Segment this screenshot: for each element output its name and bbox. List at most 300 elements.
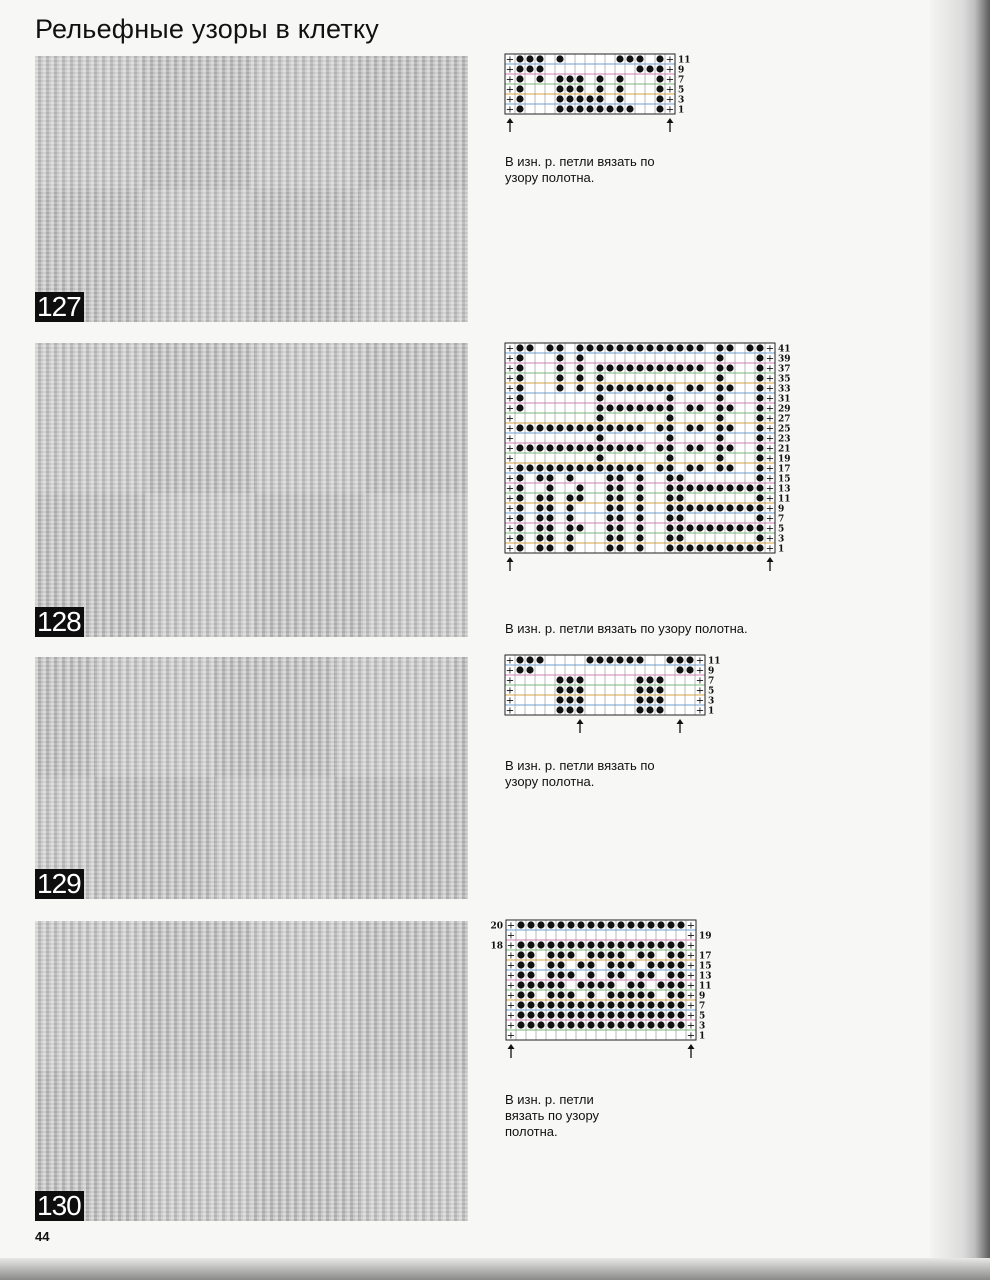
purl-dot [586,105,593,112]
edge-stitch-mark: + [505,64,515,76]
row-number-right: 3 [678,95,685,106]
purl-dot [616,105,623,112]
swatch-photo-130 [35,921,468,1221]
page-title: Рельефные узоры в клетку [35,14,379,44]
purl-dot [596,454,603,461]
purl-dot [547,981,554,988]
row-number-right: 11 [708,656,721,667]
edge-stitch-mark: + [686,1010,696,1022]
edge-stitch-mark: + [765,533,775,545]
edge-stitch-mark: + [695,685,705,697]
purl-dot [626,444,633,451]
purl-dot [576,464,583,471]
edge-stitch-mark: + [765,393,775,405]
purl-dot [566,464,573,471]
edge-stitch-mark: + [686,920,696,932]
swatch-texture-130 [35,921,468,1221]
purl-dot [516,666,523,673]
purl-dot [557,971,564,978]
purl-dot [677,1001,684,1008]
edge-stitch-mark: + [505,353,515,365]
purl-dot [596,95,603,102]
purl-dot [566,676,573,683]
purl-dot [756,394,763,401]
caption-130: В изн. р. петли вязать по узору полотна. [505,1092,600,1139]
edge-stitch-mark: + [695,705,705,717]
page-bottom-edge [0,1258,990,1280]
purl-dot [646,364,653,371]
edge-stitch-mark: + [695,695,705,707]
purl-dot [616,534,623,541]
purl-dot [667,1011,674,1018]
purl-dot [677,961,684,968]
purl-dot [556,696,563,703]
edge-stitch-mark: + [686,1030,696,1042]
purl-dot [666,424,673,431]
purl-dot [557,1021,564,1028]
purl-dot [567,971,574,978]
purl-dot [677,921,684,928]
purl-dot [666,444,673,451]
purl-dot [656,85,663,92]
purl-dot [557,1011,564,1018]
purl-dot [546,484,553,491]
purl-dot [566,494,573,501]
edge-stitch-mark: + [505,473,515,485]
purl-dot [756,454,763,461]
purl-dot [627,1011,634,1018]
purl-dot [526,444,533,451]
purl-dot [666,656,673,663]
caption-129: В изн. р. петли вязать по узору полотна. [505,758,655,789]
purl-dot [517,1001,524,1008]
edge-stitch-mark: + [665,54,675,66]
purl-dot [566,105,573,112]
purl-dot [716,464,723,471]
purl-dot [536,544,543,551]
row-number-right: 1 [708,706,715,717]
purl-dot [516,65,523,72]
purl-dot [666,524,673,531]
purl-dot [667,921,674,928]
purl-dot [676,544,683,551]
purl-dot [716,454,723,461]
repeat-arrow-head [577,719,584,724]
purl-dot [607,921,614,928]
edge-stitch-mark: + [695,665,705,677]
purl-dot [637,1011,644,1018]
purl-dot [656,686,663,693]
edge-stitch-mark: + [686,1020,696,1032]
purl-dot [616,464,623,471]
edge-stitch-mark: + [765,343,775,355]
purl-dot [526,464,533,471]
purl-dot [536,504,543,511]
purl-dot [567,991,574,998]
purl-dot [756,534,763,541]
purl-dot [667,1001,674,1008]
purl-dot [686,444,693,451]
purl-dot [627,981,634,988]
purl-dot [516,474,523,481]
purl-dot [527,961,534,968]
purl-dot [576,95,583,102]
row-number-right: 9 [678,65,685,76]
purl-dot [636,534,643,541]
purl-dot [646,384,653,391]
row-number-right: 1 [778,544,785,555]
purl-dot [606,544,613,551]
purl-dot [627,921,634,928]
purl-dot [536,656,543,663]
purl-dot [656,95,663,102]
edge-stitch-mark: + [505,543,515,555]
purl-dot [666,474,673,481]
purl-dot [516,424,523,431]
purl-dot [556,85,563,92]
row-number-right: 41 [778,344,791,355]
purl-dot [656,676,663,683]
purl-dot [716,394,723,401]
purl-dot [756,404,763,411]
edge-stitch-mark: + [686,960,696,972]
edge-stitch-mark: + [505,343,515,355]
knitting-chart-130 [488,920,718,1088]
purl-dot [657,961,664,968]
purl-dot [636,65,643,72]
edge-stitch-mark: + [505,705,515,717]
edge-stitch-mark: + [686,1000,696,1012]
purl-dot [666,384,673,391]
purl-dot [516,85,523,92]
purl-dot [706,504,713,511]
purl-dot [546,494,553,501]
repeat-arrow-head [508,1044,515,1049]
edge-stitch-mark: + [686,950,696,962]
purl-dot [516,484,523,491]
purl-dot [646,65,653,72]
purl-dot [647,951,654,958]
purl-dot [696,504,703,511]
purl-dot [587,941,594,948]
purl-dot [546,514,553,521]
purl-dot [607,1021,614,1028]
row-number-right: 27 [778,414,791,425]
purl-dot [666,504,673,511]
purl-dot [566,544,573,551]
purl-dot [696,444,703,451]
swatch-number-128: 128 [35,607,84,637]
edge-stitch-mark: + [665,64,675,76]
purl-dot [706,544,713,551]
purl-dot [526,65,533,72]
row-number-right: 13 [778,484,791,495]
row-number-right: 37 [778,364,791,375]
purl-dot [726,404,733,411]
purl-dot [677,941,684,948]
purl-dot [666,344,673,351]
purl-dot [576,344,583,351]
edge-stitch-mark: + [505,403,515,415]
purl-dot [556,344,563,351]
edge-stitch-mark: + [506,950,516,962]
purl-dot [576,75,583,82]
purl-dot [666,534,673,541]
purl-dot [646,404,653,411]
purl-dot [636,656,643,663]
purl-dot [716,364,723,371]
purl-dot [566,524,573,531]
purl-dot [756,374,763,381]
purl-dot [666,404,673,411]
purl-dot [596,384,603,391]
purl-dot [567,921,574,928]
purl-dot [536,424,543,431]
purl-dot [667,941,674,948]
purl-dot [566,686,573,693]
purl-dot [626,464,633,471]
purl-dot [756,464,763,471]
row-number-left: 20 [490,921,503,932]
edge-stitch-mark: + [505,533,515,545]
purl-dot [586,656,593,663]
purl-dot [627,1021,634,1028]
purl-dot [606,656,613,663]
purl-dot [617,1011,624,1018]
edge-stitch-mark: + [505,104,515,116]
purl-dot [597,951,604,958]
purl-dot [616,494,623,501]
purl-dot [516,534,523,541]
purl-dot [517,981,524,988]
purl-dot [586,424,593,431]
purl-dot [716,444,723,451]
purl-dot [616,344,623,351]
repeat-arrow-head [688,1044,695,1049]
purl-dot [636,464,643,471]
purl-dot [606,464,613,471]
purl-dot [596,105,603,112]
purl-dot [647,1011,654,1018]
edge-stitch-mark: + [765,353,775,365]
purl-dot [557,951,564,958]
purl-dot [516,524,523,531]
purl-dot [636,544,643,551]
purl-dot [576,105,583,112]
purl-dot [626,384,633,391]
purl-dot [547,921,554,928]
row-number-right: 7 [678,75,685,86]
purl-dot [746,524,753,531]
purl-dot [706,524,713,531]
purl-dot [606,404,613,411]
purl-dot [666,494,673,501]
purl-dot [546,464,553,471]
purl-dot [756,444,763,451]
purl-dot [686,344,693,351]
purl-dot [646,686,653,693]
purl-dot [637,941,644,948]
edge-stitch-mark: + [765,433,775,445]
edge-stitch-mark: + [765,473,775,485]
row-number-right: 3 [708,696,715,707]
purl-dot [617,971,624,978]
purl-dot [596,444,603,451]
edge-stitch-mark: + [695,675,705,687]
purl-dot [586,95,593,102]
purl-dot [716,344,723,351]
purl-dot [647,961,654,968]
edge-stitch-mark: + [765,363,775,375]
purl-dot [666,464,673,471]
purl-dot [596,85,603,92]
purl-dot [556,374,563,381]
purl-dot [696,344,703,351]
purl-dot [726,384,733,391]
purl-dot [567,951,574,958]
edge-stitch-mark: + [506,980,516,992]
purl-dot [676,656,683,663]
purl-dot [676,524,683,531]
purl-dot [656,424,663,431]
purl-dot [716,544,723,551]
edge-stitch-mark: + [506,1000,516,1012]
swatch-texture-128 [35,343,468,637]
purl-dot [657,921,664,928]
edge-stitch-mark: + [505,443,515,455]
row-number-right: 35 [778,374,791,385]
purl-dot [667,991,674,998]
purl-dot [567,941,574,948]
swatch-number-130: 130 [35,1191,84,1221]
row-number-right: 19 [778,454,791,465]
purl-dot [686,544,693,551]
purl-dot [577,1001,584,1008]
edge-stitch-mark: + [505,503,515,515]
purl-dot [586,444,593,451]
purl-dot [716,414,723,421]
purl-dot [547,961,554,968]
swatch-photo-127 [35,56,468,322]
row-number-right: 5 [678,85,685,96]
purl-dot [556,384,563,391]
purl-dot [666,544,673,551]
edge-stitch-mark: + [505,463,515,475]
purl-dot [606,484,613,491]
edge-stitch-mark: + [505,483,515,495]
purl-dot [696,484,703,491]
purl-dot [647,1001,654,1008]
purl-dot [636,404,643,411]
purl-dot [597,1001,604,1008]
purl-dot [576,384,583,391]
purl-dot [666,484,673,491]
purl-dot [576,364,583,371]
purl-dot [566,706,573,713]
purl-dot [656,384,663,391]
purl-dot [516,105,523,112]
purl-dot [667,1021,674,1028]
purl-dot [596,404,603,411]
purl-dot [677,1021,684,1028]
purl-dot [646,706,653,713]
page-number: 44 [35,1229,50,1244]
purl-dot [656,75,663,82]
row-number-right: 11 [778,494,791,505]
purl-dot [686,424,693,431]
purl-dot [587,951,594,958]
purl-dot [636,484,643,491]
purl-dot [656,55,663,62]
purl-dot [686,524,693,531]
purl-dot [527,971,534,978]
purl-dot [616,524,623,531]
edge-stitch-mark: + [506,1010,516,1022]
edge-stitch-mark: + [765,463,775,475]
swatch-number-127: 127 [35,292,84,322]
edge-stitch-mark: + [505,493,515,505]
purl-dot [616,384,623,391]
purl-dot [606,384,613,391]
purl-dot [656,404,663,411]
edge-stitch-mark: + [505,433,515,445]
purl-dot [607,981,614,988]
purl-dot [577,1011,584,1018]
purl-dot [536,524,543,531]
purl-dot [637,991,644,998]
purl-dot [636,364,643,371]
row-number-right: 25 [778,424,791,435]
purl-dot [556,364,563,371]
purl-dot [517,1011,524,1018]
purl-dot [686,464,693,471]
row-number-right: 11 [699,981,712,992]
row-number-right: 7 [708,676,715,687]
purl-dot [527,1021,534,1028]
purl-dot [636,504,643,511]
purl-dot [627,961,634,968]
edge-stitch-mark: + [765,383,775,395]
purl-dot [556,444,563,451]
purl-dot [736,484,743,491]
purl-dot [546,424,553,431]
repeat-arrow-head [667,118,674,123]
purl-dot [556,424,563,431]
purl-dot [577,1021,584,1028]
edge-stitch-mark: + [505,413,515,425]
purl-dot [637,971,644,978]
edge-stitch-mark: + [505,54,515,66]
purl-dot [576,686,583,693]
purl-dot [606,105,613,112]
row-number-right: 17 [699,951,712,962]
purl-dot [606,494,613,501]
purl-dot [676,514,683,521]
row-number-right: 33 [778,384,791,395]
purl-dot [516,75,523,82]
purl-dot [566,474,573,481]
purl-dot [537,1021,544,1028]
row-number-right: 7 [699,1001,706,1012]
purl-dot [756,344,763,351]
edge-stitch-mark: + [765,423,775,435]
purl-dot [517,961,524,968]
purl-dot [537,981,544,988]
purl-dot [756,524,763,531]
row-number-right: 17 [778,464,791,475]
purl-dot [516,504,523,511]
purl-dot [566,75,573,82]
